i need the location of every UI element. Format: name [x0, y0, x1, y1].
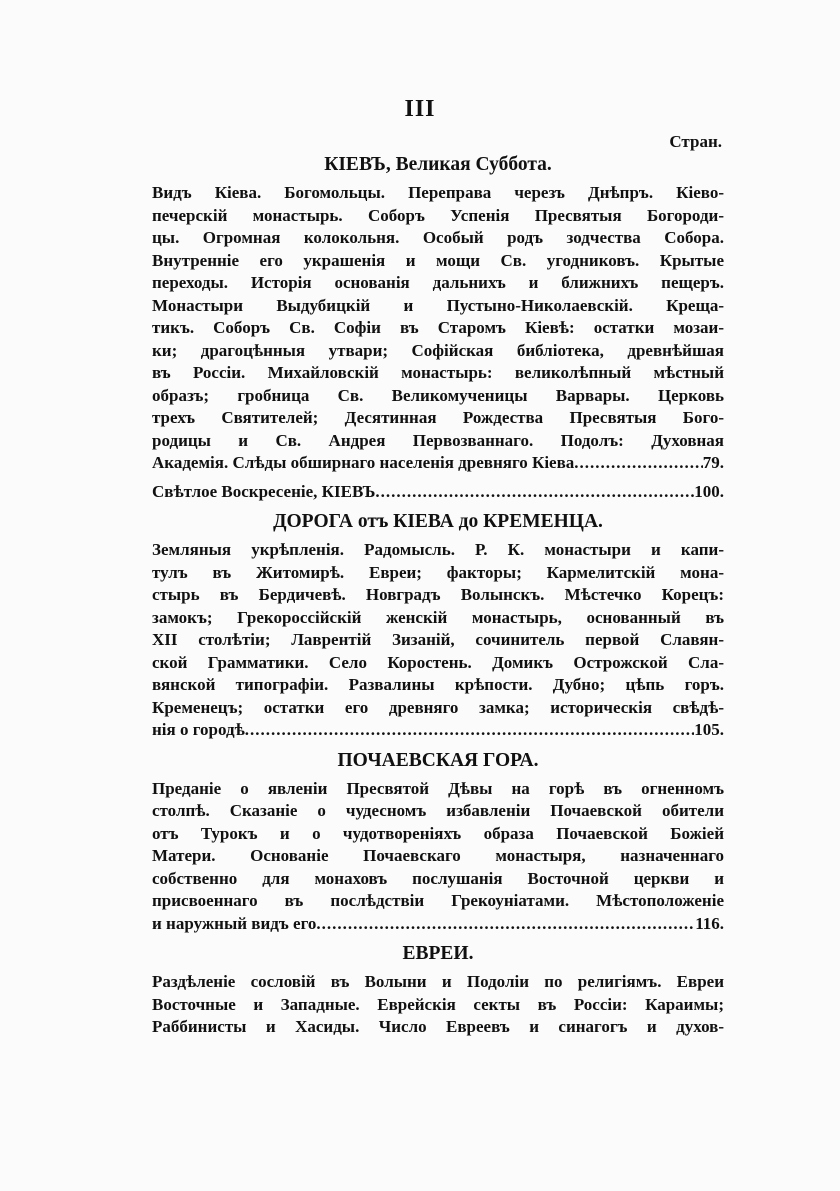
entry-line: XII столѣтіи; Лаврентій Зизаній, сочинитель первой Славян- [152, 630, 724, 649]
entry-line: ской Грамматики. Село Коростень. Домикъ Острожской Сла- [152, 652, 724, 672]
entry-line: столпѣ. Сказаніе о чудесномъ избавленіи Почаевской обители [152, 801, 724, 820]
dot-leader [245, 719, 694, 742]
entry-line: отъ Турокъ и о чудотвореніяхъ образа Почаевской Божіей [152, 823, 724, 843]
page-number: III [404, 96, 436, 122]
entry-line: печерскій монастырь. Соборъ Успенія Пресвятыя Богороди- [152, 205, 724, 225]
entry-line: тикъ. Соборъ Св. Софіи въ Старомъ Кіевѣ: остатки мозаи- [152, 318, 724, 337]
toc-entry-kiev-saturday [152, 152, 724, 475]
entry-line: переходы. Исторія основанія дальнихъ и ближнихъ пещеръ. [152, 273, 724, 292]
entry-line: нія о городѣ [152, 720, 245, 739]
entry-leader-line [152, 913, 724, 936]
entry-line: Преданіе о явленіи Пресвятой Дѣвы на горѣ въ огненномъ [152, 778, 724, 798]
section-heading: ПОЧАЕВСКАЯ ГОРА. [337, 749, 539, 771]
entry-line: ки; драгоцѣнныя утвари; Софійская библіотека, древнѣйшая [152, 340, 724, 360]
toc-entry-road-kremenets [152, 509, 724, 742]
dot-leader [316, 913, 695, 936]
entry-line: родицы и Св. Андрея Первозваннаго. Подолъ: Духовная [152, 430, 724, 450]
page-reference: 100. [694, 481, 724, 501]
entry-leader-line [152, 452, 724, 475]
entry-line: Внутренніе его украшенія и мощи Св. угодниковъ. Крытые [152, 250, 724, 270]
page-reference: 105. [694, 720, 724, 739]
page-reference: 116. [695, 913, 724, 933]
entry-line: Кременецъ; остатки его древняго замка; историческія свѣдѣ- [152, 697, 724, 717]
toc-entry-jews [152, 941, 724, 1039]
entry-line: Матери. Основаніе Почаевскаго монастыря, назначеннаго [152, 846, 724, 865]
toc-entry-kiev-easter [152, 481, 724, 504]
page-reference: 79. [702, 453, 724, 472]
entry-leader-line [152, 481, 724, 504]
dot-leader [574, 452, 702, 475]
entry-line: присвоеннаго въ послѣдствіи Грекоуніатами. Мѣстоположеніе [152, 891, 724, 910]
entry-line: и наружный видъ его [152, 913, 317, 933]
entry-line: собственно для монаховъ послушанія Восточной церкви и [152, 868, 724, 888]
entry-line: Свѣтлое Воскресеніе, КІЕВЪ [152, 481, 376, 501]
entry-line: замокъ; Грекороссійскій женскій монастырь, основанный въ [152, 607, 724, 627]
entry-line: Видъ Кіева. Богомольцы. Переправа черезъ Днѣпръ. Кіево- [152, 183, 724, 202]
entry-line: Академія. Слѣды обширнаго населенія древняго Кіева [152, 453, 575, 472]
entry-line: Монастыри Выдубицкій и Пустыно-Николаевскій. Креща- [152, 295, 724, 315]
entry-line: Раббинисты и Хасиды. Число Евреевъ и синагогъ и духов- [152, 1017, 724, 1036]
table-of-contents [152, 152, 724, 1043]
section-heading: ДОРОГА отъ КІЕВА до КРЕМЕНЦА. [273, 511, 603, 532]
entry-line: Восточные и Западные. Еврейскія секты въ Россіи: Караимы; [152, 994, 724, 1014]
entry-line: цы. Огромная колокольня. Особый родъ зодчества Собора. [152, 228, 724, 247]
dot-leader [375, 481, 694, 504]
entry-leader-line [152, 719, 724, 742]
section-heading: ЕВРЕИ. [402, 943, 474, 964]
entry-line: образъ; гробница Св. Великомученицы Варвары. Церковь [152, 385, 724, 405]
toc-entry-pochaev [152, 748, 724, 936]
entry-line: стырь въ Бердичевѣ. Новградъ Волынскъ. Мѣстечко Корецъ: [152, 585, 724, 604]
section-heading: КІЕВЪ, Великая Суббота. [324, 154, 552, 175]
entry-line: Раздѣленіе сословій въ Волыни и Подоліи по религіямъ. Евреи [152, 972, 724, 991]
page-column-label: Стран. [669, 132, 722, 151]
entry-line: тулъ въ Житомирѣ. Евреи; факторы; Кармелитскій мона- [152, 562, 724, 582]
entry-line: въ Россіи. Михайловскій монастырь: великолѣпный мѣстный [152, 363, 724, 382]
entry-line: вянской типографіи. Развалины крѣпости. Дубно; цѣпь горъ. [152, 675, 724, 694]
entry-line: Земляныя укрѣпленія. Радомысль. Р. К. монастыри и капи- [152, 540, 724, 559]
entry-line: трехъ Святителей; Десятинная Рождества Пресвятыя Бого- [152, 408, 724, 427]
